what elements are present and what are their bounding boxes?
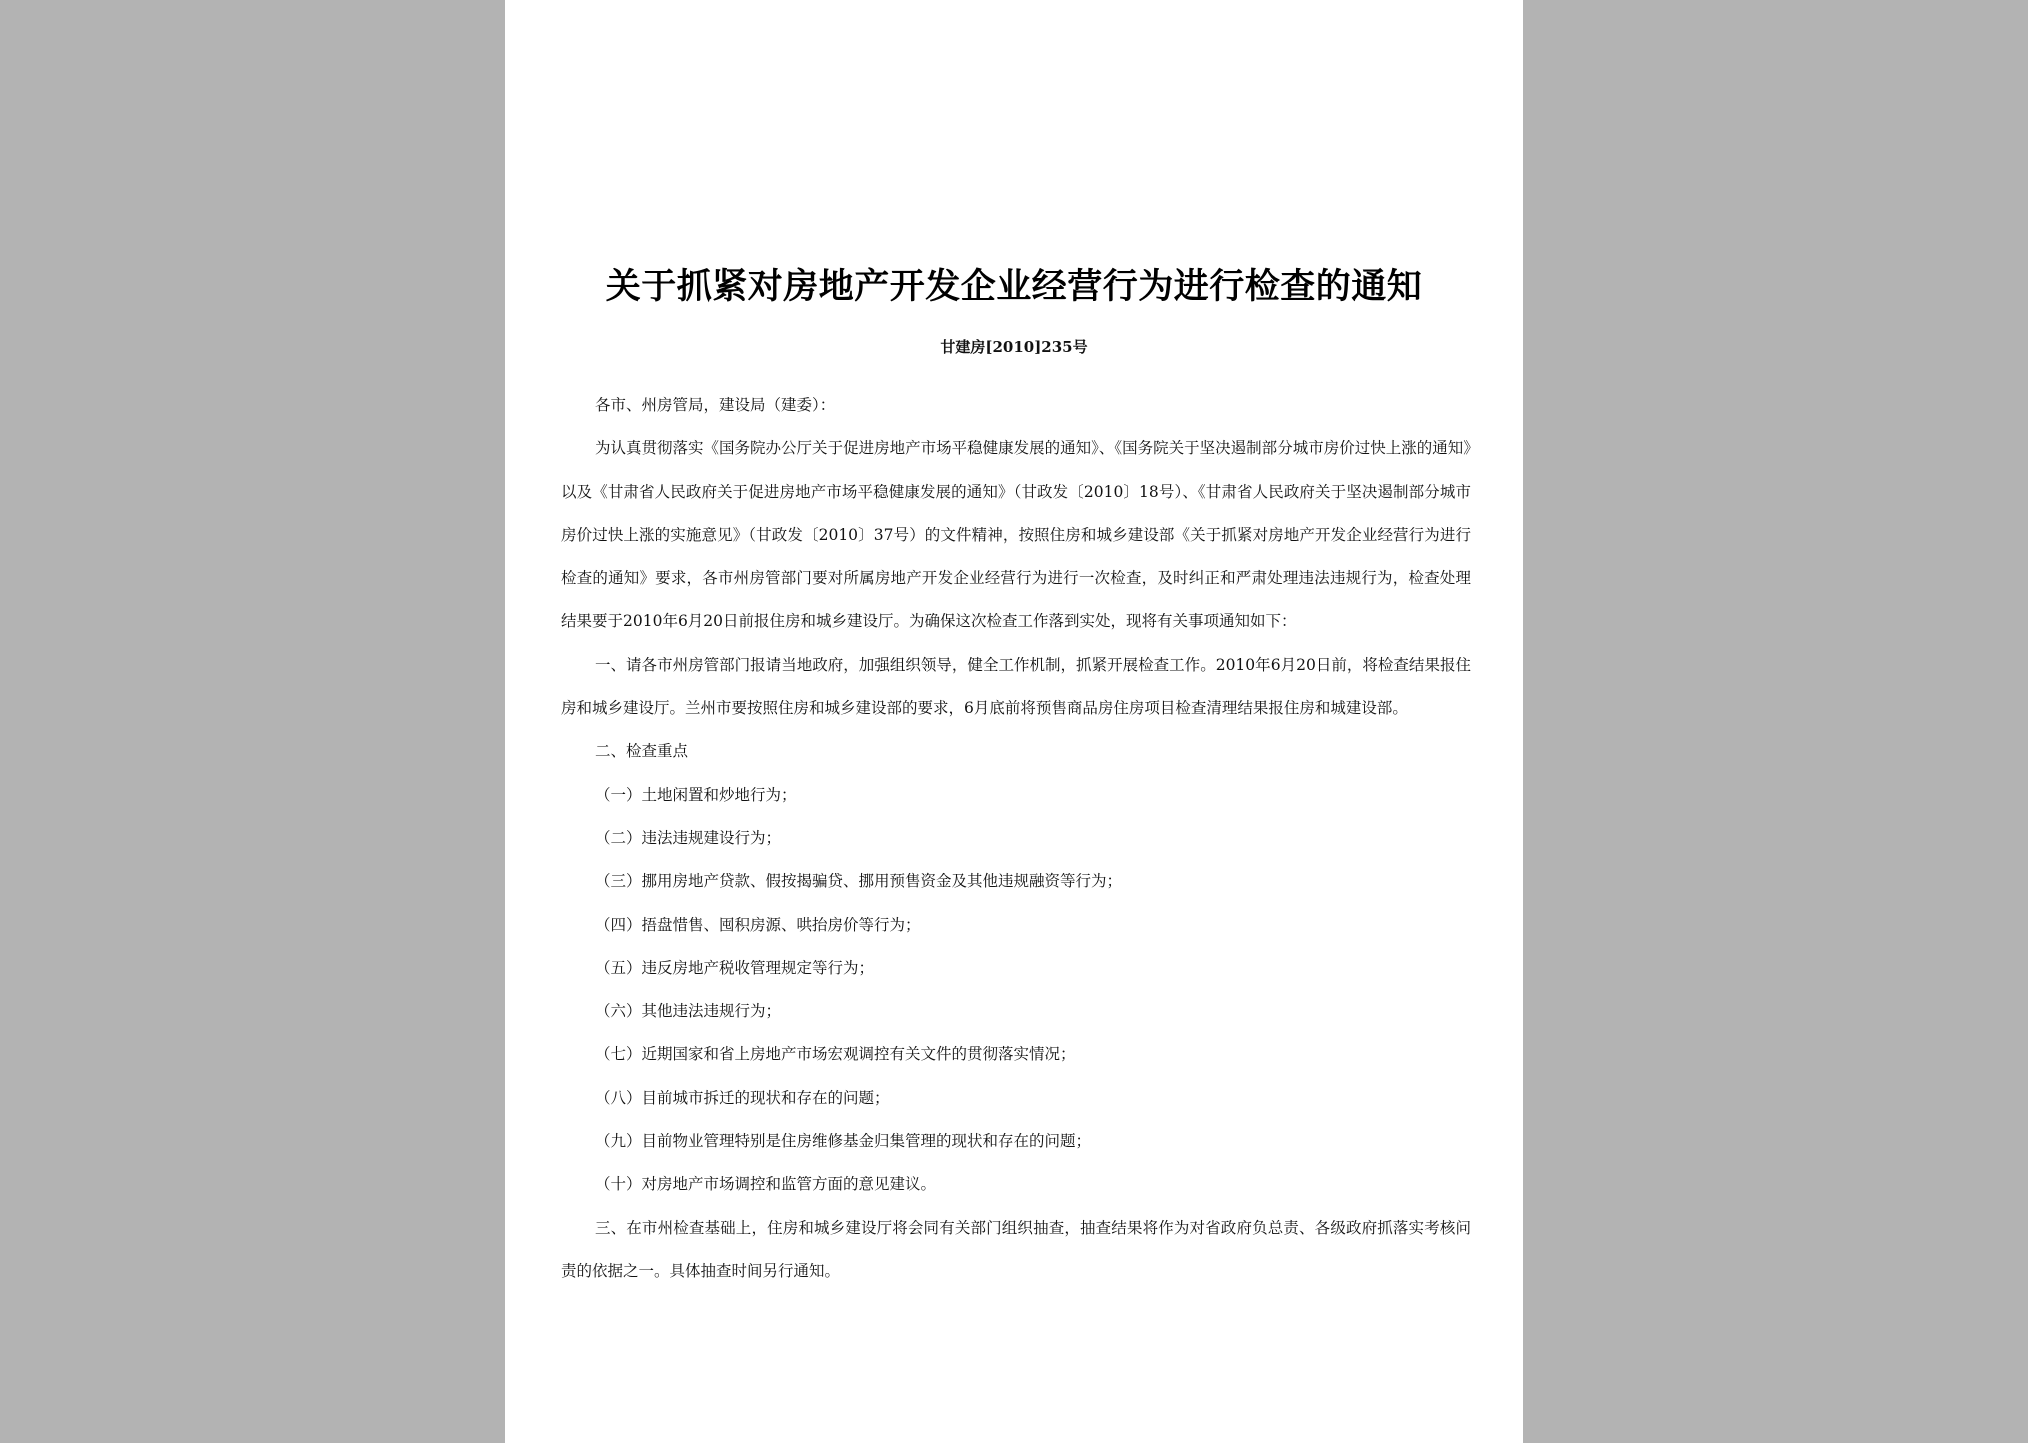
salutation: 各市、州房管局，建设局（建委）： xyxy=(595,396,836,414)
section-two-heading: 二、检查重点 xyxy=(595,742,689,761)
check-item: （二）违法违规建设行为； xyxy=(595,828,782,847)
check-item: （六）其他违法违规行为； xyxy=(595,1002,782,1021)
document-title: 关于抓紧对房地产开发企业经营行为进行检查的通知 xyxy=(605,267,1423,307)
intro-paragraph: 为认真贯彻落实《国务院办公厅关于促进房地产市场平稳健康发展的通知》、《国务院关于坚决遏制部分城市房价过快上涨的通知》以及《甘肃省人民政府关于促进房地产市场平稳健康发展的通知》（甘政发〔2010〕18号）、《甘肃省人民政府关于坚决遏制部分城市房价过快上涨的实施意见》（甘政发〔2010〕37号）的文件精神，按照住房和城乡建设部《关于抓紧对房地产开发企业经营行为进行检查的通知》要求，各市州房管部门要对所属房地产开发企业经营行为进行一次检查，及时纠正和严肃处理违法违规行为，检查处理结果要于2010年6月20日前报住房和城乡建设厅。为确保这次检查工作落到实处，现将有关事项通知如下： xyxy=(561,439,1471,631)
document-page xyxy=(505,0,1523,1443)
document-body xyxy=(561,384,1471,1293)
section-one-paragraph: 一、请各市州房管部门报请当地政府，加强组织领导，健全工作机制，抓紧开展检查工作。2010年6月20日前，将检查结果报住房和城乡建设厅。兰州市要按照住房和城乡建设部的要求，6月底前将预售商品房住房项目检查清理结果报住房和城建设部。 xyxy=(561,655,1471,718)
section-three-paragraph: 三、在市州检查基础上，住房和城乡建设厅将会同有关部门组织抽查，抽查结果将作为对省政府负总责、各级政府抓落实考核问责的依据之一。具体抽查时间另行通知。 xyxy=(561,1218,1471,1280)
check-item: （九）目前物业管理特别是住房维修基金归集管理的现状和存在的问题； xyxy=(595,1132,1092,1151)
check-item: （三）挪用房地产贷款、假按揭骗贷、挪用预售资金及其他违规融资等行为； xyxy=(595,872,1123,891)
document-number: 甘建房[2010]235号 xyxy=(940,338,1088,356)
check-item: （一）土地闲置和炒地行为； xyxy=(595,785,797,804)
check-item: （七）近期国家和省上房地产市场宏观调控有关文件的贯彻落实情况； xyxy=(595,1045,1076,1064)
check-item: （四）捂盘惜售、囤积房源、哄抬房价等行为； xyxy=(595,915,921,934)
check-item: （八）目前城市拆迁的现状和存在的问题； xyxy=(595,1088,890,1107)
check-item: （十）对房地产市场调控和监管方面的意见建议。 xyxy=(595,1175,937,1194)
check-item: （五）违反房地产税收管理规定等行为； xyxy=(595,958,875,977)
